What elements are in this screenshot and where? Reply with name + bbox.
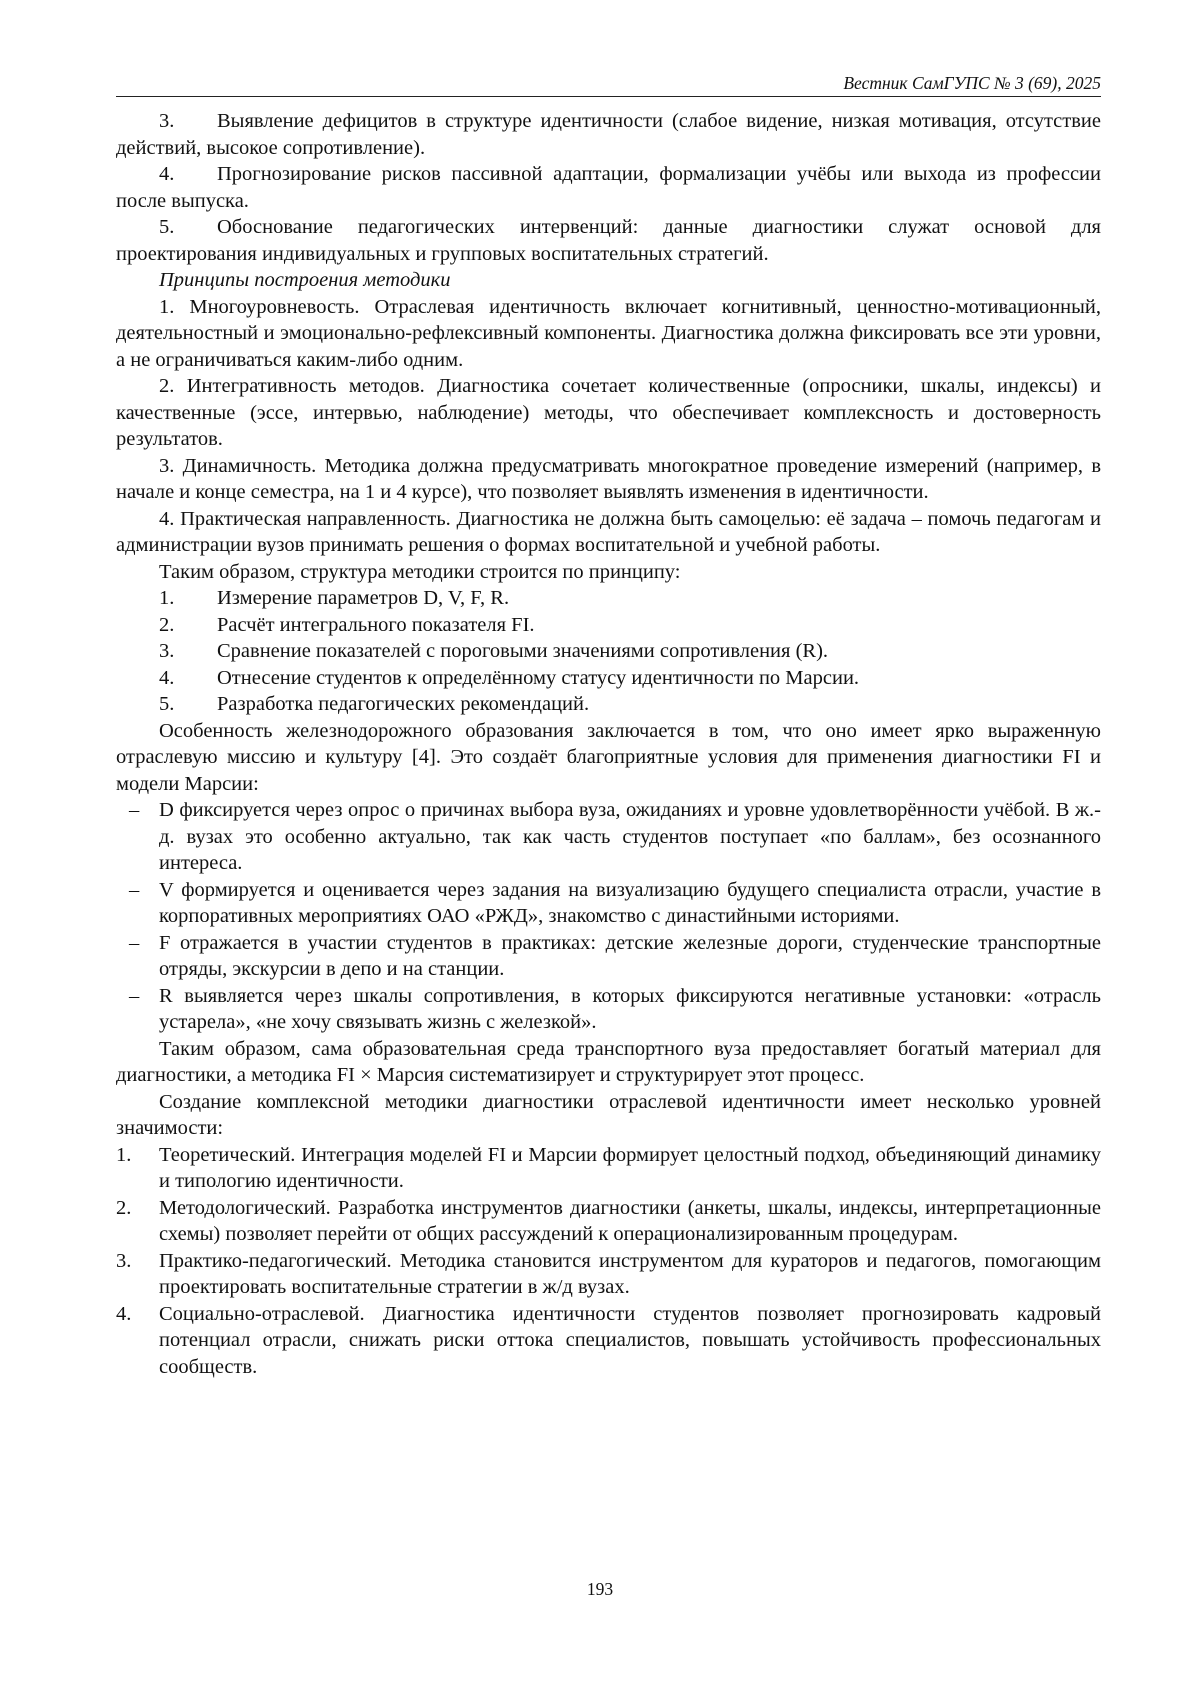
section-heading: Принципы построения методики (159, 269, 451, 291)
step-text: Расчёт интегрального показателя FI. (217, 613, 535, 636)
significance-text: Социально-отраслевой. Диагностика идентичности студентов позволяет прогнозировать кадровый потенциал отрасли, снижать риски оттока специалистов, повышать устойчивость профессиональных сообществ. (159, 1302, 1101, 1378)
dash-list-item (116, 930, 1101, 983)
significance-text: Практико-педагогический. Методика становится инструментом для кураторов и педагогов, помогающим проектировать воспитательные стратегии в ж/д вузах. (159, 1249, 1101, 1298)
item-number: 3. (159, 110, 175, 132)
intro-item (116, 161, 1101, 214)
intro-item (116, 108, 1101, 161)
running-header: Вестник СамГУПС № 3 (69), 2025 (843, 73, 1101, 93)
item-text: Обоснование педагогических интервенций: данные диагностики служат основой для проектирования индивидуальных и групповых воспитательных стратегий. (116, 216, 1101, 265)
structure-step (116, 665, 1101, 692)
structure-intro: Таким образом, структура методики строится по принципу: (159, 560, 681, 583)
principle-paragraph: 3. Динамичность. Методика должна предусматривать многократное проведение измерений (например, в начале и конце семестра, на 1 и 4 курсе), что позволяет выявлять изменения в идентичности. (116, 454, 1101, 503)
significance-intro: Создание комплексной методики диагностики отраслевой идентичности имеет несколько уровней значимости: (116, 1090, 1101, 1139)
header-rule (116, 96, 1101, 97)
structure-step (116, 691, 1101, 718)
significance-item (116, 1301, 1101, 1381)
item-text: Выявление дефицитов в структуре идентичности (слабое видение, низкая мотивация, отсутствие действий, высокое сопротивление). (116, 110, 1101, 159)
step-number: 3. (159, 640, 175, 662)
significance-number: 4. (116, 1302, 132, 1325)
dash-item-text: R выявляется через шкалы сопротивления, в которых фиксируются негативные установки: «отрасль устарела», «не хочу связывать жизнь с железкой». (159, 984, 1101, 1033)
step-number: 4. (159, 666, 175, 689)
step-text: Измерение параметров D, V, F, R. (217, 587, 510, 609)
structure-step (116, 638, 1101, 665)
significance-item (116, 1248, 1101, 1301)
significance-text: Теоретический. Интеграция моделей FI и Марсии формирует целостный подход, объединяющий динамику и типологию идентичности. (159, 1143, 1101, 1192)
significance-number: 3. (116, 1249, 132, 1272)
dash-item-text: F отражается в участии студентов в практиках: детские железные дороги, студенческие транспортные отряды, экскурсии в депо и на станции. (159, 931, 1101, 980)
item-text: Прогнозирование рисков пассивной адаптации, формализации учёбы или выхода из профессии после выпуска. (116, 163, 1101, 212)
structure-step (116, 585, 1101, 612)
significance-number: 1. (116, 1143, 132, 1166)
step-number: 2. (159, 613, 175, 636)
dash-list-item (116, 877, 1101, 930)
structure-step (116, 612, 1101, 639)
step-text: Сравнение показателей с пороговыми значениями сопротивления (R). (217, 640, 829, 662)
significance-item (116, 1142, 1101, 1195)
significance-number: 2. (116, 1196, 132, 1219)
item-number: 5. (159, 216, 175, 238)
principle-paragraph: 1. Многоуровневость. Отраслевая идентичность включает когнитивный, ценностно-мотивационный, деятельностный и эмоционально-рефлексивный компоненты. Диагностика должна фиксировать все эти уровни, а не ограничиваться каким-либо одним. (116, 295, 1101, 371)
dash-item-text: V формируется и оценивается через задания на визуализацию будущего специалиста отрасли, участие в корпоративных мероприятиях ОАО «РЖД», знакомство с династийными историями. (159, 878, 1101, 927)
railway-paragraph: Особенность железнодорожного образования заключается в том, что оно имеет ярко выраженную отраслевую миссию и культуру [4]. Это создаёт благоприятные условия для применения диагностики FI и модели Марсии: (116, 719, 1101, 795)
dash-marker: – (129, 984, 140, 1007)
step-number: 1. (159, 587, 175, 609)
dash-item-text: D фиксируется через опрос о причинах выбора вуза, ожиданиях и уровне удовлетворённости учёбой. В ж.-д. вузах это особенно актуально, так как часть студентов поступает «по баллам», без осознанного интереса. (159, 799, 1101, 874)
principle-paragraph: 2. Интегративность методов. Диагностика сочетает количественные (опросники, шкалы, индексы) и качественные (эссе, интервью, наблюдение) методы, что обеспечивает комплексность и достоверность результатов. (116, 375, 1101, 450)
dash-list-item (116, 797, 1101, 877)
step-number: 5. (159, 693, 175, 715)
item-number: 4. (159, 163, 175, 185)
dash-marker: – (129, 799, 140, 821)
principle-paragraph: 4. Практическая направленность. Диагностика не должна быть самоцелью: её задача – помочь педагогам и администрации вузов принимать решения о формах воспитательной и учебной работы. (116, 507, 1101, 556)
step-text: Отнесение студентов к определённому статусу идентичности по Марсии. (217, 666, 860, 689)
significance-item (116, 1195, 1101, 1248)
page-number: 193 (586, 1579, 614, 1599)
dash-marker: – (129, 878, 140, 901)
dash-list-item (116, 983, 1101, 1036)
page-body (116, 108, 1101, 1380)
intro-item (116, 214, 1101, 267)
summary-paragraph: Таким образом, сама образовательная среда транспортного вуза предоставляет богатый материал для диагностики, а методика FI × Марсия систематизирует и структурирует этот процесс. (116, 1037, 1101, 1086)
significance-text: Методологический. Разработка инструментов диагностики (анкеты, шкалы, индексы, интерпретационные схемы) позволяет перейти от общих рассуждений к операционализированным процедурам. (159, 1196, 1101, 1245)
dash-marker: – (129, 931, 140, 954)
step-text: Разработка педагогических рекомендаций. (217, 693, 590, 715)
